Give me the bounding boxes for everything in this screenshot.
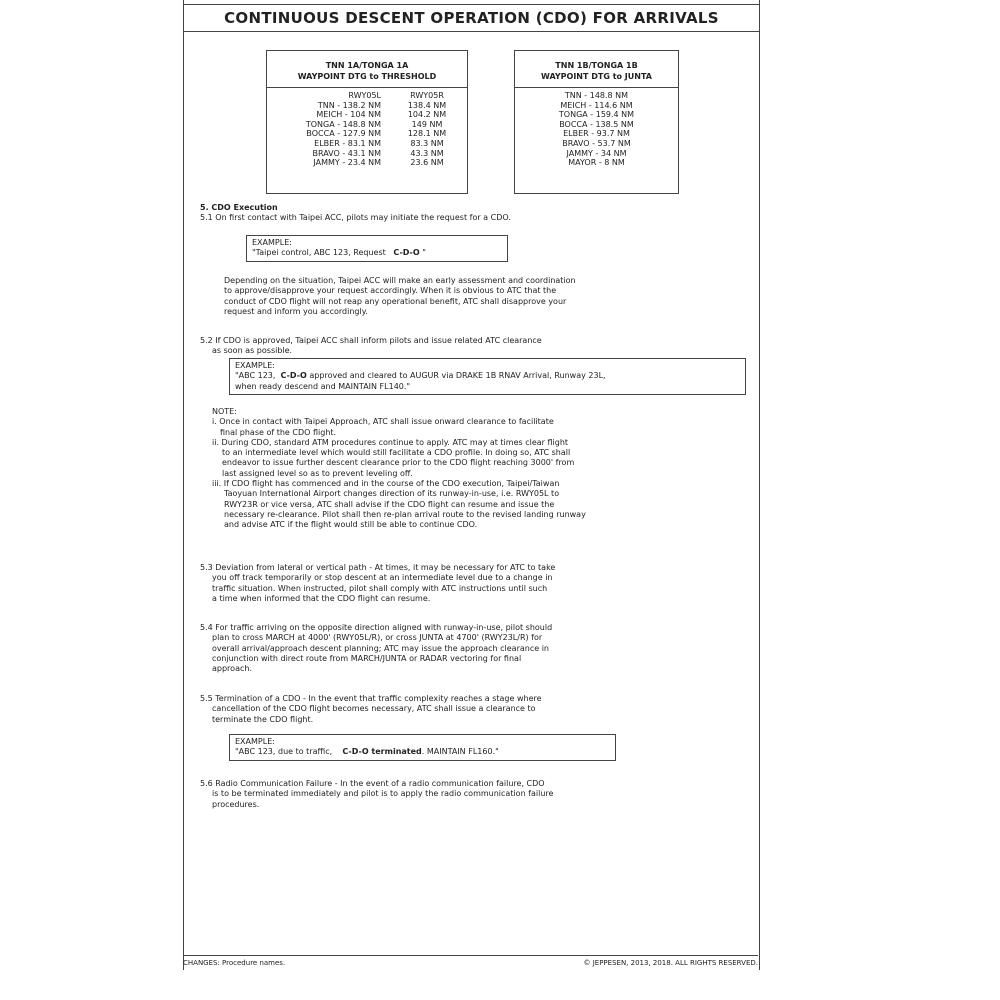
cell: TNN - 138.2 NM <box>317 100 381 110</box>
cell: 104.2 NM <box>407 110 447 120</box>
text-line: traffic situation. When instructed, pilot shall comply with ATC instructions until such <box>212 583 548 593</box>
table-row <box>267 158 467 168</box>
example-label: EXAMPLE: <box>252 238 292 247</box>
text-line: request and inform you accordingly. <box>224 306 368 316</box>
list-item: BRAVO - 53.7 NM <box>562 138 631 148</box>
text-line: 5.4 For traffic arriving on the opposite direction aligned with runway-in-use, pilot should <box>200 623 553 632</box>
text-line: procedures. <box>212 799 260 809</box>
cell: 43.3 NM <box>410 148 444 158</box>
page-footer <box>183 955 758 967</box>
text-line: 5.3 Deviation from lateral or vertical path - At times, it may be necessary for ATC to take <box>200 563 556 572</box>
list-item: MAYOR - 8 NM <box>568 158 625 168</box>
text-line: Taoyuan International Airport changes direction of its runway-in-use, i.e. RWY05L to <box>224 489 560 499</box>
text-line: ii. During CDO, standard ATM procedures continue to apply. ATC may at times clear flight <box>212 437 569 447</box>
text-line: and advise ATC if the flight would still be able to continue CDO. <box>224 520 478 530</box>
cell: 128.1 NM <box>407 129 447 139</box>
text-line: a time when informed that the CDO flight can resume. <box>212 593 431 603</box>
table-threshold-subtitle: WAYPOINT DTG to THRESHOLD <box>297 72 437 81</box>
cell: 23.6 NM <box>410 158 444 168</box>
list-item: TNN - 148.8 NM <box>564 91 629 100</box>
page-title: CONTINUOUS DESCENT OPERATION (CDO) FOR ARRIVALS <box>184 4 759 32</box>
section-5-5 <box>200 694 745 725</box>
changes-note: CHANGES: Procedure names. <box>183 959 286 967</box>
text-line: cancellation of the CDO flight becomes necessary, ATC shall issue a clearance to <box>212 704 536 714</box>
paragraph: 5.1 On first contact with Taipei ACC, pilots may initiate the request for a CDO. <box>200 213 511 223</box>
text-line: to approve/disapprove your request accordingly. When it is obvious to ATC that the <box>224 286 557 296</box>
notes <box>212 407 757 531</box>
cell: MEICH - 104 NM <box>316 110 381 120</box>
section-5-6 <box>200 779 745 810</box>
cell: 149 NM <box>411 119 443 129</box>
table-threshold-title: TNN 1A/TONGA 1A <box>325 61 409 70</box>
table-threshold-body <box>267 91 467 168</box>
text-line: conjunction with direct route from MARCH/JUNTA or RADAR vectoring for final <box>212 653 522 663</box>
example-box-request <box>246 235 508 262</box>
text-line: Depending on the situation, Taipei ACC will make an early assessment and coordination <box>224 276 576 285</box>
section-5-2 <box>200 336 745 357</box>
cell: BRAVO - 43.1 NM <box>312 148 381 158</box>
cell: JAMMY - 23.4 NM <box>313 158 381 168</box>
copyright: © JEPPESEN, 2013, 2018. ALL RIGHTS RESERVED. <box>583 959 758 967</box>
table-row <box>267 129 467 139</box>
cell: 83.3 NM <box>410 138 444 148</box>
note-label: NOTE: <box>212 407 237 416</box>
text-line: terminate the CDO flight. <box>212 714 314 724</box>
table-row <box>267 110 467 120</box>
text-line: you off track temporarily or stop descent at an intermediate level due to a change in <box>212 573 553 583</box>
waypoint-table-junta <box>514 50 679 194</box>
cell: 138.4 NM <box>407 100 447 110</box>
text-line: RWY23R or vice versa, ATC shall advise if the CDO flight can resume and issue the <box>224 499 555 509</box>
text-line: necessary re-clearance. Pilot shall then re-plan arrival route to the revised landing runway <box>224 509 586 519</box>
table-row <box>267 91 467 101</box>
list-item: ELBER - 93.7 NM <box>563 129 630 139</box>
table-row <box>267 120 467 130</box>
text-line: plan to cross MARCH at 4000' (RWY05L/R), or cross JUNTA at 4700' (RWY23L/R) for <box>212 633 543 643</box>
example-text: when ready descend and MAINTAIN FL140." <box>235 381 411 391</box>
text-line: approach. <box>212 664 252 674</box>
cell: ELBER - 83.1 NM <box>314 138 381 148</box>
example-text: "ABC 123, C-D-O approved and cleared to AUGUR via DRAKE 1B RNAV Arrival, Runway 23L, <box>235 371 606 381</box>
paragraph-assessment <box>200 276 745 317</box>
text-line: final phase of the CDO flight. <box>220 427 337 437</box>
waypoint-table-threshold <box>266 50 468 194</box>
table-row <box>267 101 467 111</box>
section-5-4 <box>200 623 745 674</box>
example-box-approved <box>229 358 746 395</box>
section-5-3 <box>200 563 745 604</box>
table-junta-body <box>515 91 678 168</box>
list-item: MEICH - 114.6 NM <box>560 100 633 110</box>
cell: TONGA - 148.8 NM <box>305 119 381 129</box>
example-text: "Taipei control, ABC 123, Request C-D-O " <box>252 248 426 258</box>
text-line: conduct of CDO flight will not reap any operational benefit, ATC shall disapprove your <box>224 296 567 306</box>
col-header-rwy05r: RWY05R <box>410 91 444 100</box>
text-line: is to be terminated immediately and pilot is to apply the radio communication failure <box>212 789 554 799</box>
text-line: as soon as possible. <box>212 346 293 356</box>
text-line: 5.2 If CDO is approved, Taipei ACC shall inform pilots and issue related ATC clearance <box>200 336 542 345</box>
example-text: "ABC 123, due to traffic, C-D-O terminated. MAINTAIN FL160." <box>235 747 499 757</box>
text-line: 5.6 Radio Communication Failure - In the event of a radio communication failure, CDO <box>200 779 545 788</box>
text-line: 5.5 Termination of a CDO - In the event that traffic complexity reaches a stage where <box>200 694 542 703</box>
list-item: JAMMY - 34 NM <box>566 148 627 158</box>
table-row <box>267 149 467 159</box>
example-box-terminated <box>229 734 616 761</box>
section-heading: 5. CDO Execution <box>200 203 278 212</box>
table-junta-header <box>515 51 678 88</box>
text-line: endeavor to issue further descent clearance prior to the CDO flight reaching 3000' from <box>222 458 575 468</box>
col-header-rwy05l: RWY05L <box>348 91 381 100</box>
list-item: TONGA - 159.4 NM <box>558 110 635 120</box>
example-label: EXAMPLE: <box>235 737 275 746</box>
example-label: EXAMPLE: <box>235 361 275 370</box>
text-line: iii. If CDO flight has commenced and in the course of the CDO execution, Taipei/Taiwan <box>212 479 560 489</box>
chart-page <box>183 0 760 970</box>
list-item: BOCCA - 138.5 NM <box>559 119 634 129</box>
text-line: to an intermediate level which would still facilitate a CDO profile. In doing so, ATC shall <box>222 448 571 458</box>
text-line: last assigned level so as to prevent leveling off. <box>222 468 413 478</box>
text-line: overall arrival/approach descent planning; ATC may issue the approach clearance in <box>212 643 549 653</box>
table-junta-subtitle: WAYPOINT DTG to JUNTA <box>540 72 652 81</box>
table-threshold-header <box>267 51 467 88</box>
section-5-1 <box>200 203 745 224</box>
text-line: i. Once in contact with Taipei Approach, ATC shall issue onward clearance to facilitate <box>212 417 554 427</box>
cell: BOCCA - 127.9 NM <box>306 129 381 139</box>
table-junta-title: TNN 1B/TONGA 1B <box>555 61 638 70</box>
table-row <box>267 139 467 149</box>
